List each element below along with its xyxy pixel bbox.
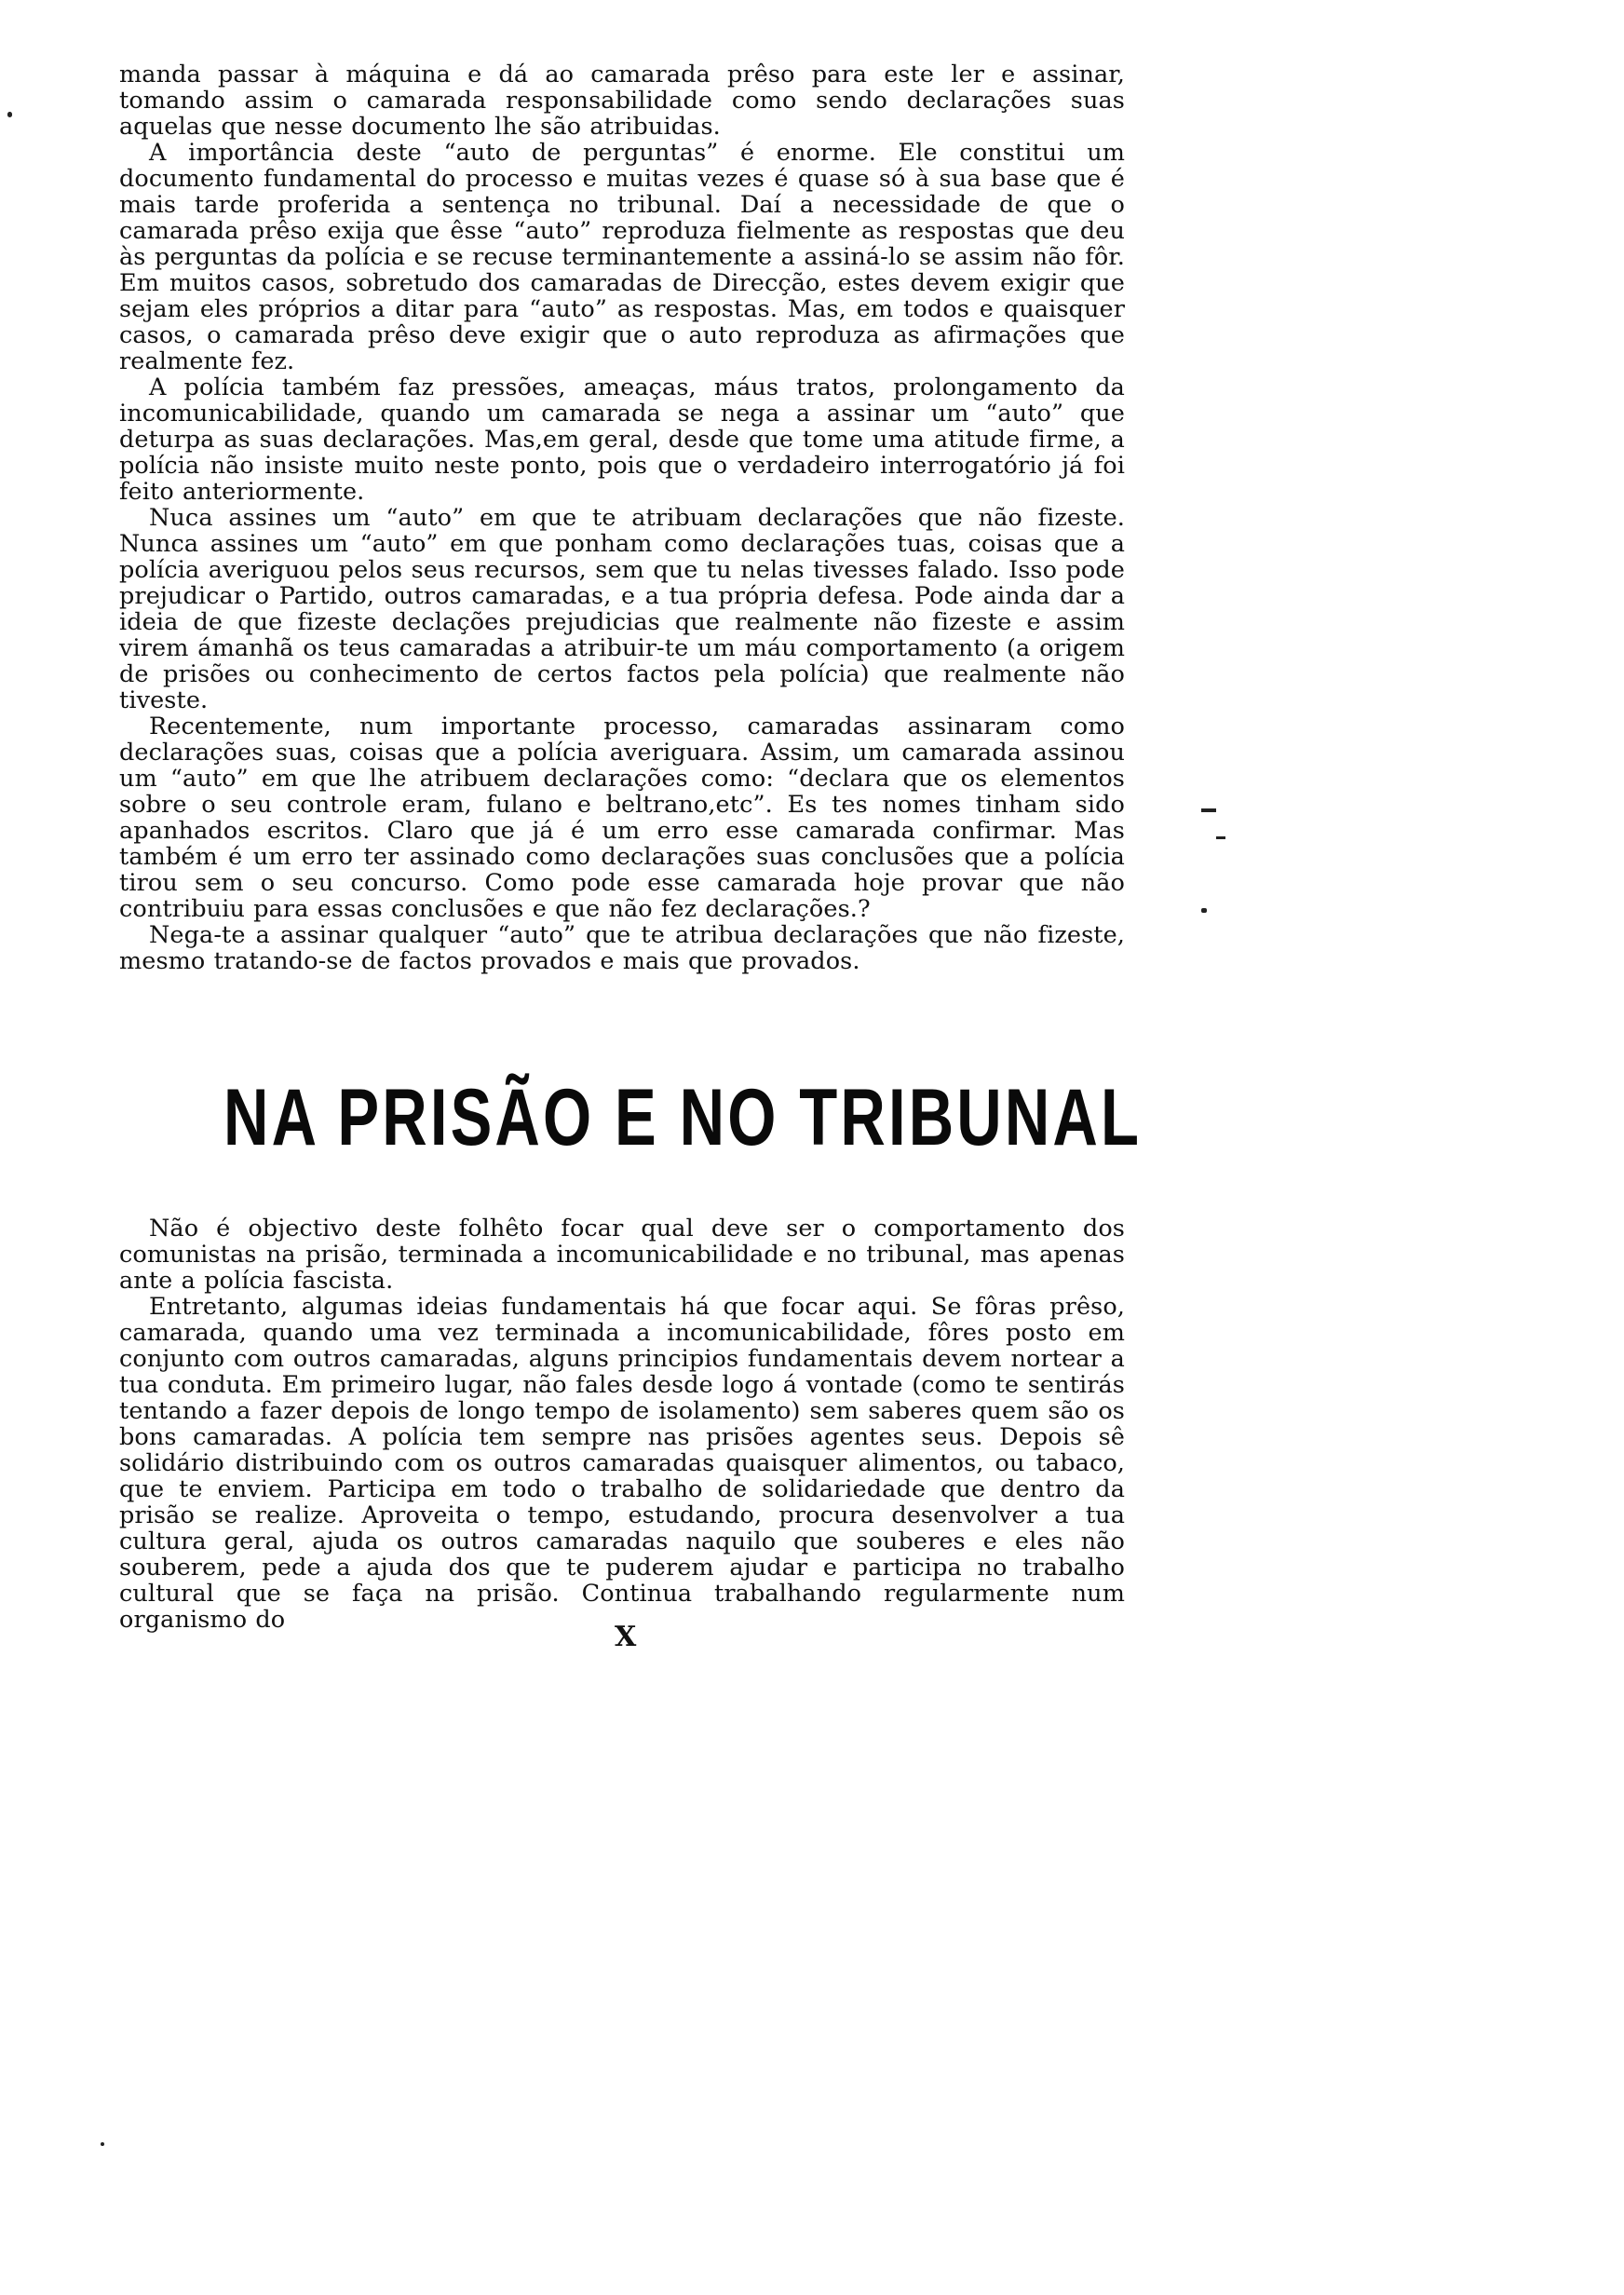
paragraph: A importância deste “auto de perguntas” é enorme. Ele constitui um documento fundamental do processo e muitas vezes é quase só à sua base que é mais tarde proferida a sentença no tribunal. Daí a necessidade de que o camarada prêso exija que êsse “auto” reproduza fielmente as respostas que deu às perguntas da polícia e se recuse terminantemente a assiná-lo se assim não fôr. Em muitos casos, sobretudo dos camaradas de Direcção, estes devem exigir que sejam eles próprios a ditar para “auto” as respostas. Mas, em todos e quaisquer casos, o camarada prêso deve exigir que o auto reproduza as afirmações que realmente fez.: [119, 139, 1125, 375]
paragraph: manda passar à máquina e dá ao camarada prêso para este ler e assinar, tomando assim o camarada responsabilidade como sendo declarações suas aquelas que nesse documento lhe são atribuidas.: [119, 61, 1125, 141]
section-heading: NA PRISÃO E NO TRIBUNAL: [223, 1073, 1143, 1162]
ink-speck: [1201, 908, 1207, 913]
paragraph: Recentemente, num importante processo, camaradas assinaram como declarações suas, coisas que a polícia averiguara. Assim, um camarada assinou um “auto” em que lhe atribuem declarações como: “declara que os elementos sobre o seu controle eram, fulano e beltrano,etc”. Es tes nomes tinham sido apanhados escritos. Claro que já é um erro esse camarada confirmar. Mas também é um erro ter assinado como declarações suas conclusões que a polícia tirou sem o seu concurso. Como pode esse camarada hoje provar que não contribuiu para essas conclusões e que não fez declarações.?: [119, 713, 1125, 923]
paragraph: Não é objectivo deste folhêto focar qual deve ser o comportamento dos comunistas na prisão, terminada a incomunicabilidade e no tribunal, mas apenas ante a polícia fascista.: [119, 1215, 1125, 1295]
paragraph: A polícia também faz pressões, ameaças, máus tratos, prolongamento da incomunicabilidade, quando um camarada se nega a assinar um “auto” que deturpa as suas declarações. Mas,em geral, desde que tome uma atitude firme, a polícia não insiste muito neste ponto, pois que o verdadeiro interrogatório já foi feito anteriormente.: [119, 373, 1125, 506]
ink-speck: [101, 2142, 104, 2146]
paragraph: Nega-te a assinar qualquer “auto” que te atribua declarações que não fizeste, mesmo tratando-se de factos provados e mais que provados.: [119, 921, 1125, 975]
ink-speck: [1201, 808, 1216, 812]
text-section-bottom: [119, 1215, 1125, 1633]
paragraph: Nuca assines um “auto” em que te atribuam declarações que não fizeste. Nunca assines um “auto” em que ponham como declarações tuas, coisas que a polícia averiguou pelos seus recursos, sem que tu nelas tivesses falado. Isso pode prejudicar o Partido, outros camaradas, e a tua própria defesa. Pode ainda dar a ideia de que fizeste declações prejudicias que realmente não fizeste e assim virem ámanhã os teus camaradas a atribuir-te um máu comportamento (a origem de prisões ou conhecimento de certos factos pela polícia) que realmente não tiveste.: [119, 504, 1125, 714]
paragraph: Entretanto, algumas ideias fundamentais há que focar aqui. Se fôras prêso, camarada, quando uma vez terminada a incomunicabilidade, fôres posto em conjunto com outros camaradas, alguns principios fundamentais devem nortear a tua conduta. Em primeiro lugar, não fales desde logo á vontade (como te sentirás tentando a fazer depois de longo tempo de isolamento) sem saberes quem são os bons camaradas. A polícia tem sempre nas prisões agentes seus. Depois sê solidário distribuindo com os outros camaradas quaisquer alimentos, ou tabaco, que te enviem. Participa em todo o trabalho de solidariedade que dentro da prisão se realize. Aproveita o tempo, estudando, procura desenvolver a tua cultura geral, ajuda os outros camaradas naquilo que souberes e eles não souberem, pede a ajuda dos que te puderem ajudar e participa no trabalho cultural que se faça na prisão. Continua trabalhando regularmente num organismo do: [119, 1293, 1125, 1634]
ink-speck: [7, 112, 12, 117]
text-section-top: [119, 61, 1125, 974]
page-number: X: [615, 1621, 637, 1653]
ink-speck: [1216, 836, 1225, 839]
